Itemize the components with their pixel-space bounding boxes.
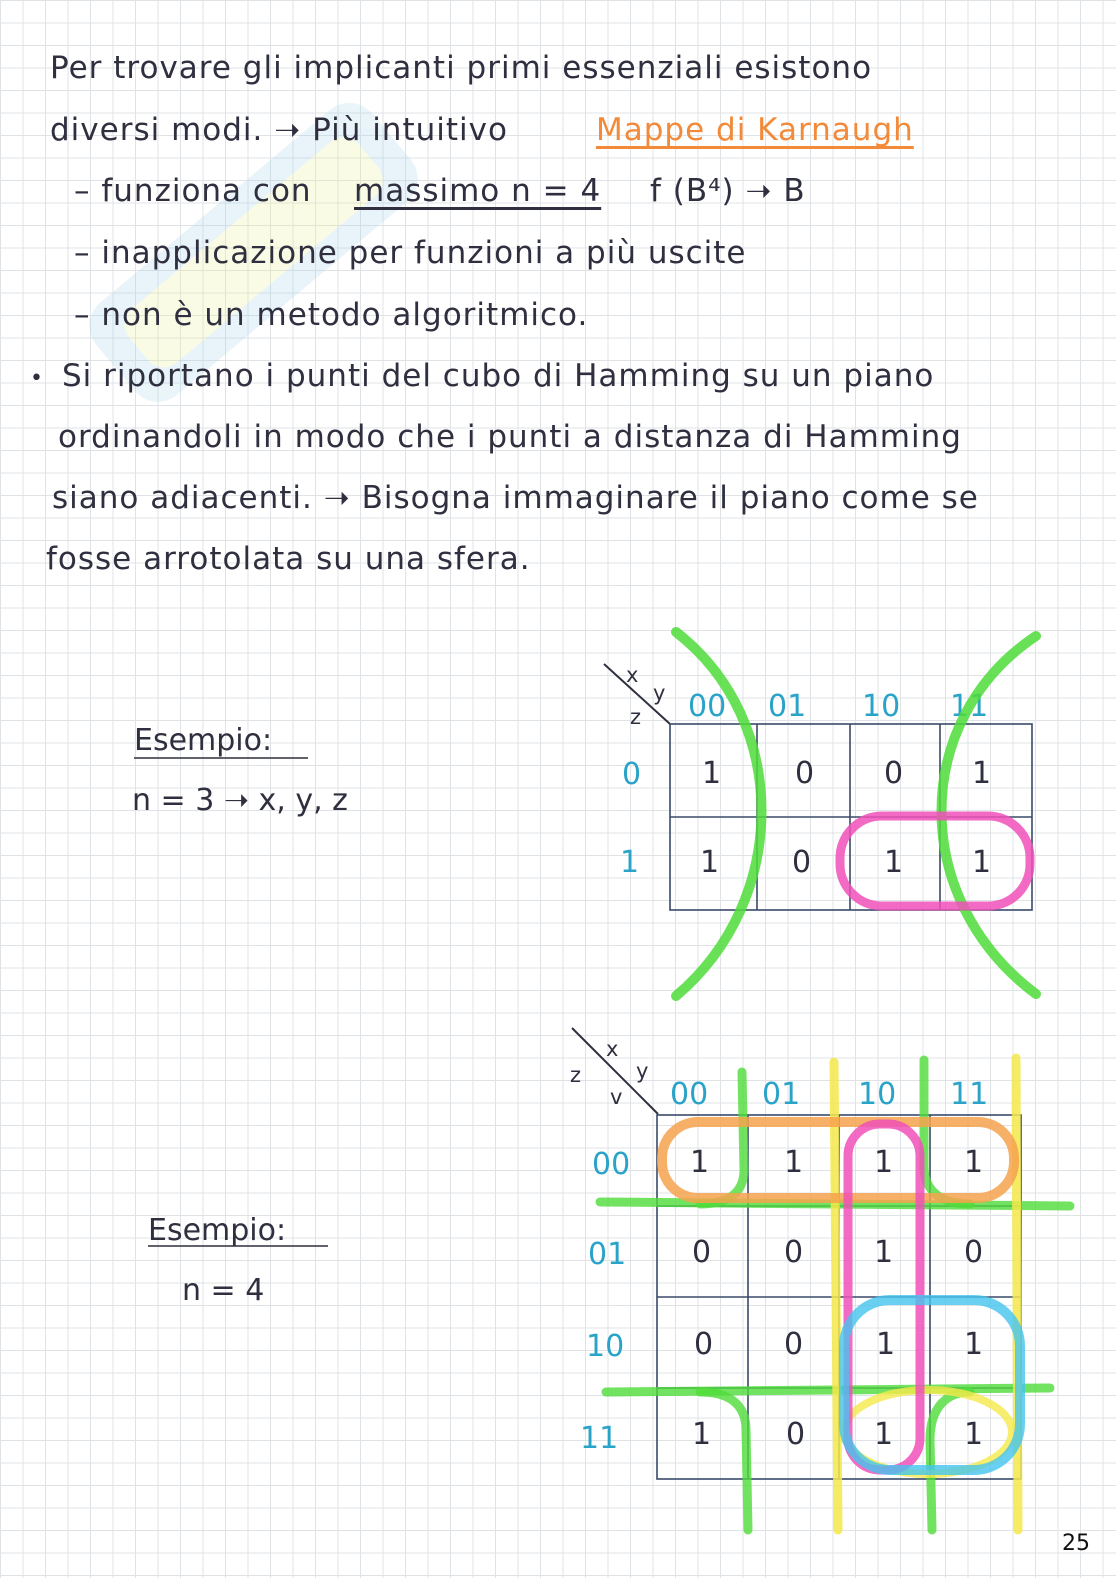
example-2-green-line-bottom <box>606 1388 1050 1392</box>
example-2-cell: 1 <box>692 1417 712 1452</box>
example-2-col-label: 00 <box>670 1077 709 1112</box>
page-number: 25 <box>1062 1531 1090 1556</box>
example-2-row-label: 01 <box>588 1237 627 1272</box>
example-2-axis-y: y <box>636 1059 649 1083</box>
example-1-pink-group <box>840 816 1030 906</box>
example-1-col-label: 00 <box>688 689 727 724</box>
example-2-row-label: 00 <box>592 1147 631 1182</box>
example-2-axis-v: v <box>610 1085 623 1109</box>
example-2-yellow-line-left <box>834 1062 838 1530</box>
text-line-3: – funziona con <box>74 173 312 209</box>
example-2-cell: 1 <box>876 1327 896 1362</box>
example-2-green-corner-br <box>930 1392 970 1530</box>
text-line-3-underlined: massimo n = 4 <box>354 173 602 209</box>
example-2-axis-z: z <box>570 1063 582 1087</box>
example-2-cell: 1 <box>964 1327 984 1362</box>
example-2-cell: 1 <box>874 1417 894 1452</box>
text-line-1: Per trovare gli implicanti primi essenziali esistono <box>50 50 873 86</box>
example-1-title: Esempio: <box>134 723 273 758</box>
example-1-axis-y: y <box>653 681 666 705</box>
example-2-title: Esempio: <box>148 1213 287 1248</box>
example-2-cell: 0 <box>964 1235 984 1270</box>
text-line-8: siano adiacenti. ➝ Bisogna immaginare il piano come se <box>52 480 979 516</box>
example-1-cell: 0 <box>884 756 904 791</box>
example-1-cell: 0 <box>795 756 815 791</box>
text-line-7: ordinandoli in modo che i punti a distanza di Hamming <box>58 419 962 455</box>
example-2-col-label: 10 <box>858 1077 897 1112</box>
example-1-axis-z: z <box>630 705 642 729</box>
example-2-col-label: 01 <box>762 1077 801 1112</box>
example-2-cell: 0 <box>786 1417 806 1452</box>
example-2-cell: 1 <box>874 1145 894 1180</box>
example-2-green-corner-bl <box>700 1392 748 1530</box>
example-1-cell: 1 <box>702 756 722 791</box>
example-2-yellow-line-right <box>1016 1058 1018 1530</box>
text-line-2: diversi modi. ➝ Più intuitivo <box>50 112 508 148</box>
text-line-4: – inapplicazione per funzioni a più uscite <box>74 235 747 271</box>
example-2-row-label: 11 <box>580 1421 619 1456</box>
example-1 <box>132 632 1036 996</box>
example-1-cell: 1 <box>884 845 904 880</box>
example-1-green-group-left <box>676 632 762 996</box>
text-line-6: Si riportano i punti del cubo di Hamming su un piano <box>62 358 935 394</box>
example-1-cell: 0 <box>792 845 812 880</box>
example-2-cell: 1 <box>874 1235 894 1270</box>
example-2-cell: 1 <box>964 1145 984 1180</box>
example-1-row-label: 0 <box>622 757 642 792</box>
example-2-cell: 1 <box>964 1417 984 1452</box>
example-1-cell: 1 <box>972 845 992 880</box>
example-2-note: n = 4 <box>182 1273 265 1308</box>
example-2-row-label: 10 <box>586 1329 625 1364</box>
text-line-5: – non è un metodo algoritmico. <box>74 297 589 333</box>
example-1-row-label: 1 <box>620 845 640 880</box>
example-1-cell: 1 <box>972 756 992 791</box>
text-line-9: fosse arrotolata su una sfera. <box>46 541 531 577</box>
karnaugh-title: Mappe di Karnaugh <box>596 112 914 148</box>
example-2-cell: 0 <box>784 1235 804 1270</box>
example-1-col-label: 01 <box>768 689 807 724</box>
example-1-cell: 1 <box>700 845 720 880</box>
example-1-col-label: 10 <box>862 689 901 724</box>
example-2-cell: 1 <box>690 1145 710 1180</box>
example-2 <box>148 1028 1070 1530</box>
example-1-axis-x: x <box>626 663 639 687</box>
example-2-axis-x: x <box>606 1037 619 1061</box>
example-2-cell: 0 <box>694 1327 714 1362</box>
example-1-col-label: 11 <box>950 689 989 724</box>
text-line-3-formula: f (B⁴) ➝ B <box>650 173 806 209</box>
example-2-cell: 1 <box>784 1145 804 1180</box>
example-2-cell: 0 <box>784 1327 804 1362</box>
example-2-col-label: 11 <box>950 1077 989 1112</box>
example-1-note: n = 3 ➝ x, y, z <box>132 783 348 818</box>
example-2-cell: 0 <box>692 1235 712 1270</box>
bullet-dot: • <box>30 366 44 391</box>
